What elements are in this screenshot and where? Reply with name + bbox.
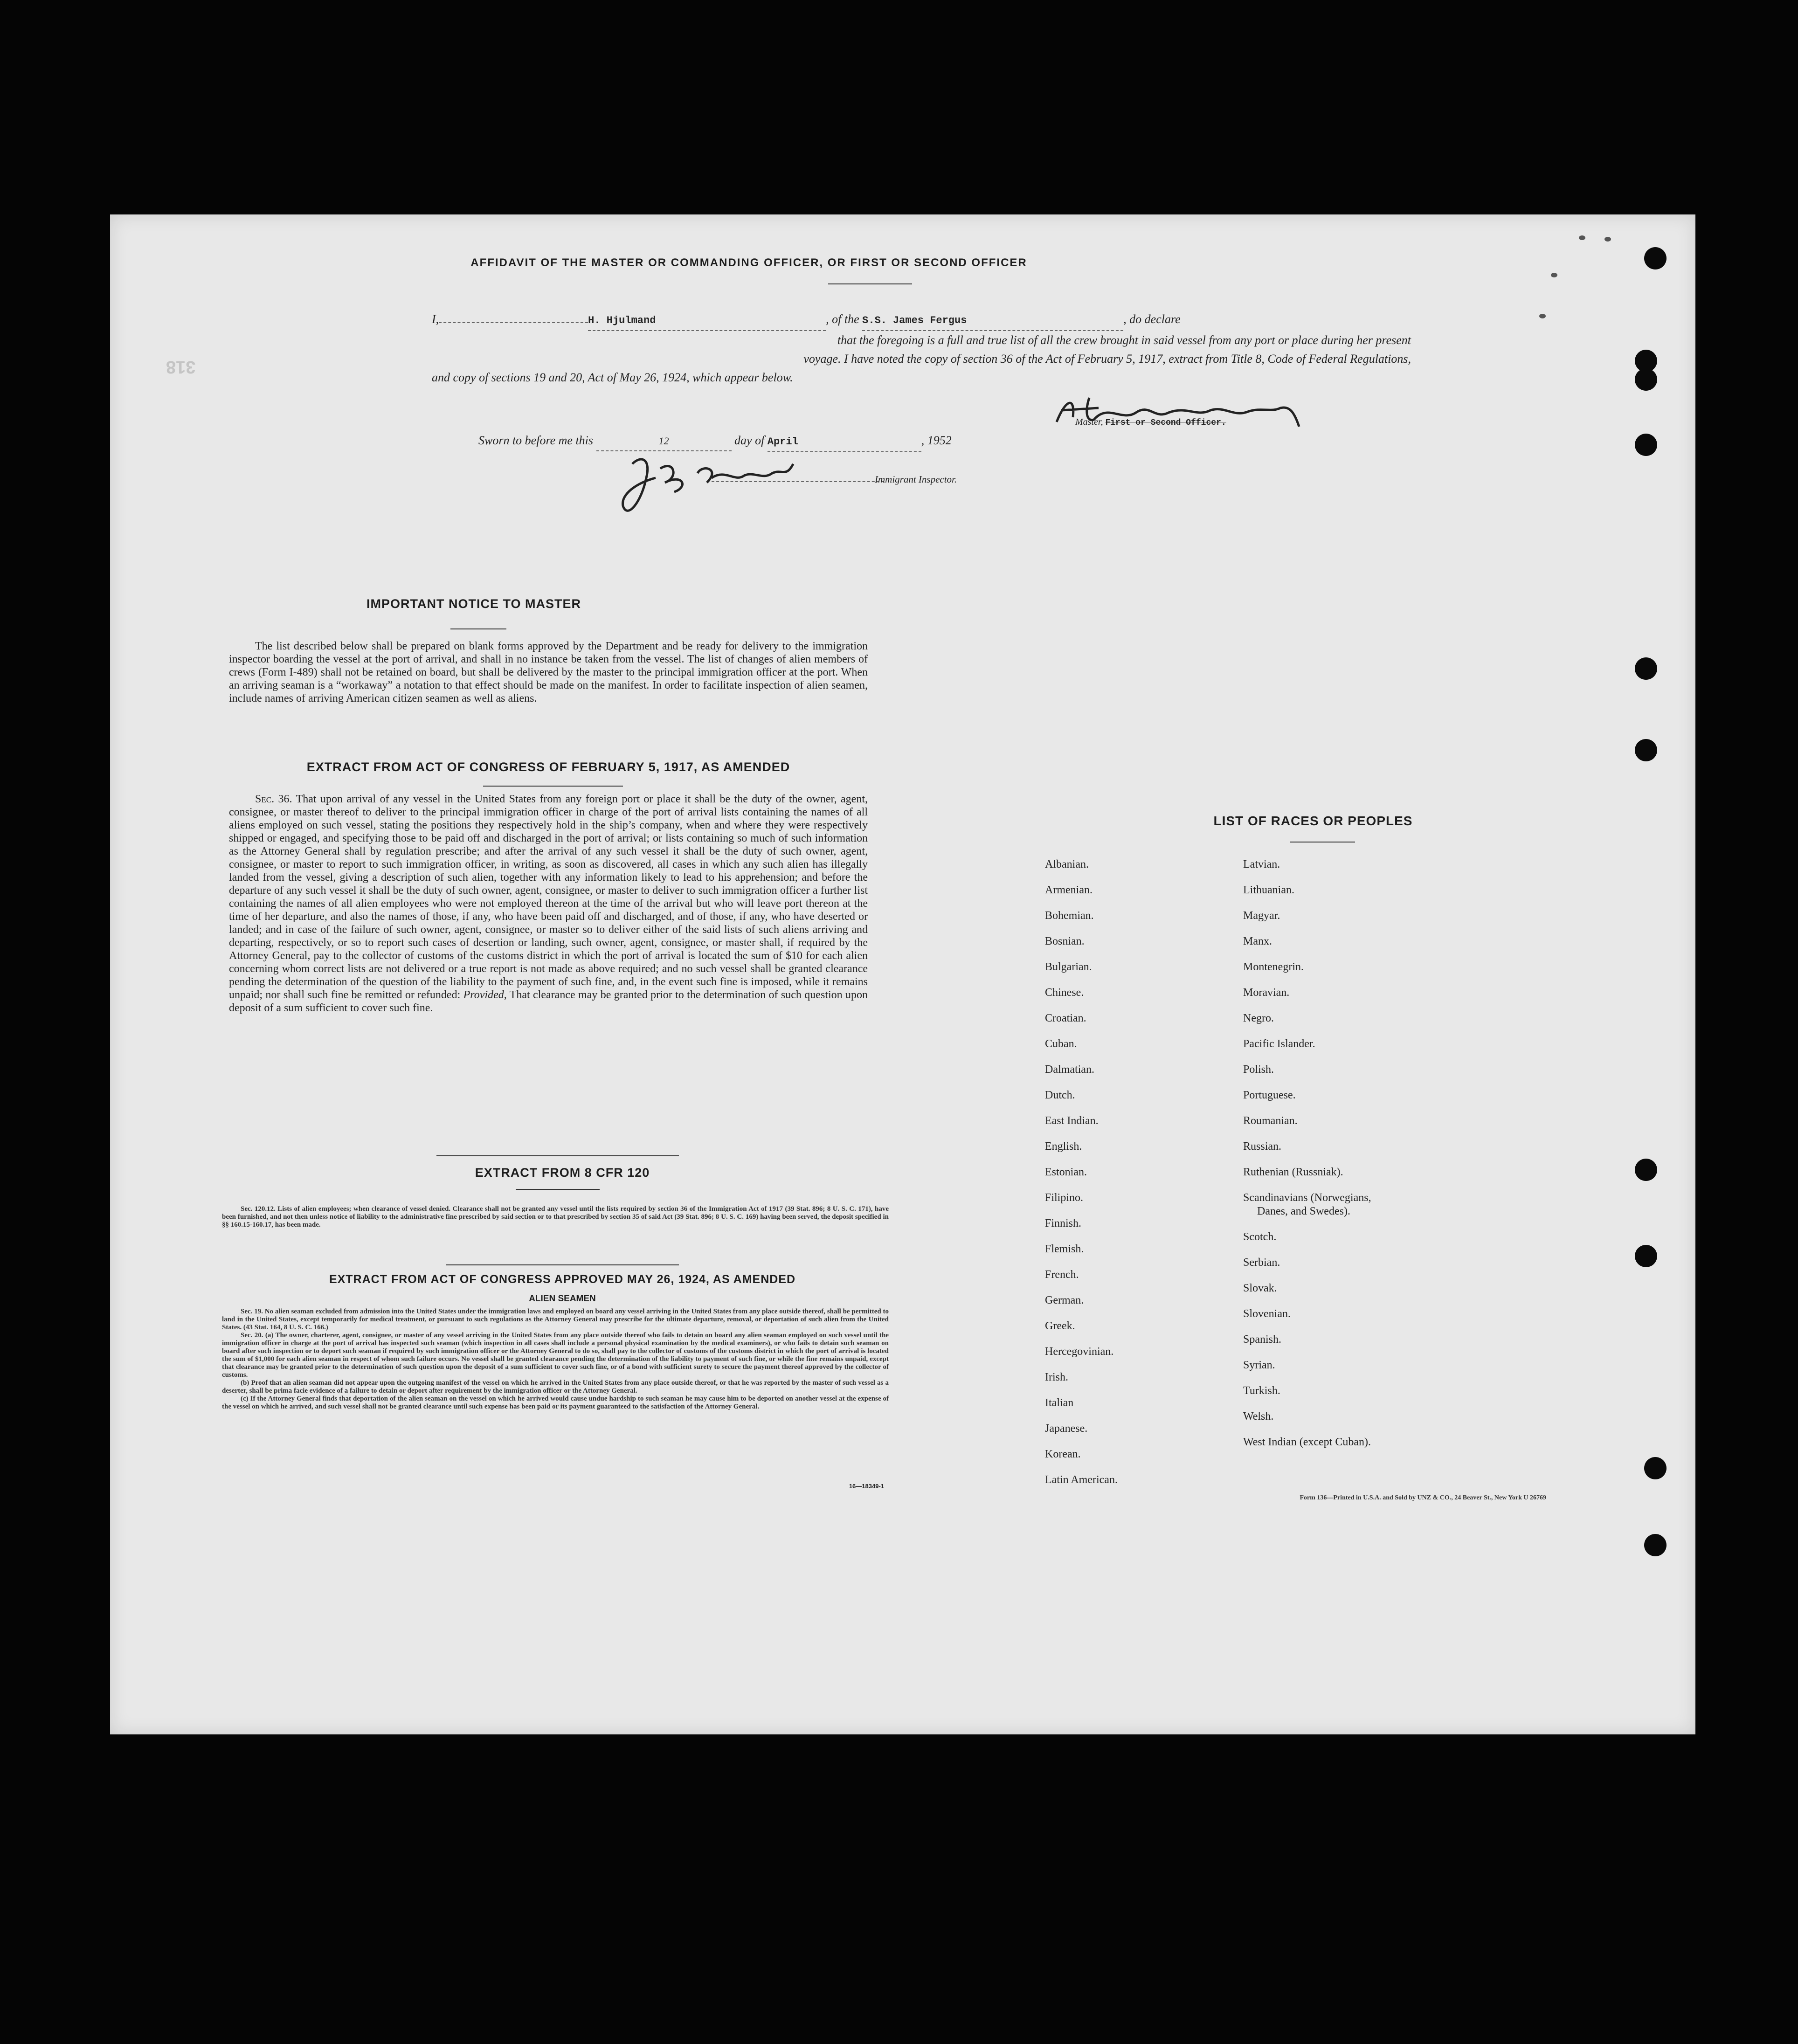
race-list-item: Slovak. <box>1243 1282 1277 1294</box>
declaration-line-1: I, H. Hjulmand , of the S.S. James Fergus , do declare <box>432 310 1411 331</box>
race-list-item: Danes, and Swedes). <box>1257 1205 1350 1217</box>
punch-hole <box>1644 247 1667 269</box>
race-list-item: Japanese. <box>1045 1423 1088 1435</box>
race-list-item: Croatian. <box>1045 1012 1086 1024</box>
race-list-item: German. <box>1045 1294 1084 1306</box>
race-list-item: Roumanian. <box>1243 1115 1298 1127</box>
divider <box>828 283 912 284</box>
race-list-item: Scandinavians (Norwegians, <box>1243 1192 1371 1204</box>
divider <box>446 1264 679 1265</box>
race-list-item: Filipino. <box>1045 1192 1084 1204</box>
sworn-day-field: 12 <box>658 435 669 447</box>
race-list-item: English. <box>1045 1140 1082 1153</box>
sec-20a: Sec. 20. (a) The owner, charterer, agent, consignee, or master of any vessel arriving in the United States from any place outside thereof who fails to detain on board any alien seaman employed on such vessel until the immigration officer in charge at the port of arrival has inspected such seaman (which inspection in all cases shall include a personal physical examination by the medical examiners), or who fails to detain such seaman on board after such inspection or to deport such seaman if required by such immigration officer or the Attorney General to do so, shall pay to the collector of customs of the customs district in which the port of arrival is located the sum of $1,000 for each alien seaman in respect of whom such failure occurs. No vessel shall be granted clearance pending the determination of the liability to payment of such fine, or while the fine remains unpaid, except that clearance may be granted prior to the determination of such question upon the deposit of a sum sufficient to cover such fine, or of a bond with sufficient surety to secure the payment thereof approved by the collector of customs. <box>222 1332 889 1379</box>
race-list-item: Greek. <box>1045 1320 1075 1332</box>
vessel-name-field: James Fergus <box>892 315 967 326</box>
races-right-column <box>1243 858 1476 1461</box>
declaration-line-2: that the foregoing is a full and true list of all the crew brought in said vessel from any port or place during her present <box>837 333 1411 347</box>
race-list-item: Latin American. <box>1045 1474 1118 1486</box>
race-list-item: West Indian (except Cuban). <box>1243 1436 1371 1448</box>
race-list-item: Slovenian. <box>1243 1308 1291 1320</box>
races-title: LIST OF RACES OR PEOPLES <box>1213 814 1413 828</box>
notice-body: The list described below shall be prepared on blank forms approved by the Department and be ready for delivery to the immigration inspector boarding the vessel at the port of arrival, and shall in no instance be taken from the vessel. The list of changes of alien members of crews (Form I-489) shall not be retained on board, but shall be delivered by the master to the principal immigration officer at the port. When an arriving seaman is a “workaway” a notation to that effect should be made on the manifest. In order to facilitate inspection of alien seamen, include names of arriving American citizen seamen as well as aliens. <box>229 640 868 704</box>
races-left-column <box>1045 858 1231 1499</box>
inspector-line <box>712 481 884 482</box>
faint-stamp-number: 318 <box>166 357 196 377</box>
form-code: 16—18349-1 <box>849 1483 884 1490</box>
race-list-item: East Indian. <box>1045 1115 1099 1127</box>
divider <box>483 786 623 787</box>
race-list-item: Bosnian. <box>1045 935 1085 947</box>
inspector-signature <box>609 450 809 525</box>
punch-hole <box>1644 1534 1667 1556</box>
extract-1917-title: EXTRACT FROM ACT OF CONGRESS OF FEBRUARY 5, 1917, AS AMENDED <box>306 760 790 774</box>
race-list-item: Pacific Islander. <box>1243 1038 1315 1050</box>
race-list-item: Korean. <box>1045 1448 1081 1460</box>
extract-1924-body <box>222 1308 889 1411</box>
race-list-item: Dutch. <box>1045 1089 1075 1101</box>
race-list-item: Portuguese. <box>1243 1089 1296 1101</box>
punch-hole <box>1635 434 1657 456</box>
punch-hole <box>1635 1159 1657 1181</box>
race-list-item: Irish. <box>1045 1371 1068 1383</box>
race-list-item: Moravian. <box>1243 987 1290 999</box>
divider <box>450 628 506 629</box>
race-list-item: French. <box>1045 1269 1079 1281</box>
race-list-item: Russian. <box>1243 1140 1282 1153</box>
punch-hole <box>1635 739 1657 761</box>
declaration-line-4: and copy of sections 19 and 20, Act of May 26, 1924, which appear below. <box>432 371 793 384</box>
race-list-item: Chinese. <box>1045 987 1084 999</box>
race-list-item: Turkish. <box>1243 1385 1280 1397</box>
divider <box>436 1155 679 1156</box>
race-list-item: Dalmatian. <box>1045 1063 1094 1076</box>
race-list-item: Italian <box>1045 1397 1074 1409</box>
race-list-item: Armenian. <box>1045 884 1093 896</box>
race-list-item: Polish. <box>1243 1063 1274 1076</box>
punch-hole <box>1644 1457 1667 1479</box>
ink-spot <box>1604 237 1611 242</box>
race-list-item: Hercegovinian. <box>1045 1346 1114 1358</box>
race-list-item: Flemish. <box>1045 1243 1084 1255</box>
race-list-item: Montenegrin. <box>1243 961 1304 973</box>
race-list-item: Lithuanian. <box>1243 884 1294 896</box>
race-list-item: Manx. <box>1243 935 1272 947</box>
race-list-item: Estonian. <box>1045 1166 1087 1178</box>
document-page <box>110 214 1695 1734</box>
race-list-item: Bulgarian. <box>1045 961 1092 973</box>
sworn-year-field: 52 <box>939 434 952 447</box>
race-list-item: Magyar. <box>1243 910 1280 922</box>
race-list-item: Cuban. <box>1045 1038 1077 1050</box>
punch-hole <box>1635 368 1657 391</box>
race-list-item: Welsh. <box>1243 1410 1274 1423</box>
extract-1924-subtitle: ALIEN SEAMEN <box>529 1294 596 1304</box>
race-list-item: Finnish. <box>1045 1217 1082 1229</box>
printer-footer: Form 136—Printed in U.S.A. and Sold by UNZ & CO., 24 Beaver St., New York U 26769 <box>1300 1494 1546 1501</box>
ink-spot <box>1579 235 1585 240</box>
vessel-prefix: S.S. <box>862 315 887 326</box>
race-list-item: Albanian. <box>1045 858 1089 870</box>
sworn-month-field: April <box>767 436 798 448</box>
cfr-title: EXTRACT FROM 8 CFR 120 <box>475 1166 650 1180</box>
ink-spot <box>1539 314 1546 318</box>
race-list-item: Scotch. <box>1243 1231 1277 1243</box>
ink-spot <box>1551 273 1557 277</box>
punch-hole <box>1635 657 1657 680</box>
punch-hole <box>1635 1245 1657 1267</box>
declaration-line-3: voyage. I have noted the copy of section 36 of the Act of February 5, 1917, extract from Title 8, Code of Federal Regulations, <box>803 352 1411 366</box>
struck-officer-text: First or Second Officer. <box>1105 418 1226 428</box>
race-list-item: Serbian. <box>1243 1257 1280 1269</box>
notice-title: IMPORTANT NOTICE TO MASTER <box>367 597 581 611</box>
sec-19: Sec. 19. No alien seaman excluded from admission into the United States under the immigration laws and employed on board any vessel arriving in the United States from any place outside thereof, shall be permitted to land in the United States, except temporarily for medical treatment, or pursuant to such regulations as the Attorney General may prescribe for the ultimate departure, removal, or deportation of such alien from the United States. (43 Stat. 164, 8 U. S. C. 166.) <box>222 1308 889 1331</box>
sworn-line: Sworn to before me this 12 day of April , 1952 <box>478 431 952 452</box>
extract-1924-title: EXTRACT FROM ACT OF CONGRESS APPROVED MAY 26, 1924, AS AMENDED <box>329 1273 796 1286</box>
race-list-item: Ruthenian (Russniak). <box>1243 1166 1343 1178</box>
extract-1917-body: Sec. 36. That upon arrival of any vessel in the United States from any foreign port or place it shall be the duty of the owner, agent, consignee, or master thereof to deliver to the principal immigration officer in charge of the port of arrival lists containing the names of all aliens employed on such vessel, stating the positions they respectively hold in the ship’s company, when and where they were respectively shipped or engaged, and specifying those to be paid off and discharged in the port of arrival; or lists containing so much of such information as the Attorney General shall by regulation prescribe; and after the arrival of any such vessel it shall be the duty of such owner, agent, consignee, or master to report to such immigration officer, in writing, as soon as discovered, all cases in which any such alien has illegally landed from the vessel, giving a description of such alien, together with any information likely to lead to his apprehension; and before the departure of any such vessel it shall be the duty of such owner, agent, consignee, or master to deliver to such immigration officer a further list containing the names of all alien employees who were not employed thereon at the time of the arrival but who will leave port thereon at the time of her departure, and also the names of those, if any, who have been paid off and discharged, and of those, if any, who have deserted or landed; and in case of the failure of such owner, agent, consignee, or master so to deliver either of the said lists of such aliens arriving and departing, respectively, or so to report such cases of desertion or landing, such owner, agent, consignee, or master shall, if required by the Attorney General, pay to the collector of customs of the customs district in which the port of arrival is located the sum of $10 for each alien concerning whom correct lists are not delivered or a true report is not made as above required; and no such vessel shall be granted clearance pending the determination of the question of the liability to the payment of such fine, and, in the event such fine is imposed, while it remains unpaid; nor shall such fine be remitted or refunded: Provided, That clearance may be granted prior to the determination of such question upon deposit of a sum sufficient to cover such fine. <box>229 793 868 1014</box>
sec-20c: (c) If the Attorney General finds that deportation of the alien seaman on the vessel on which he arrived would cause undue hardship to such seaman he may cause him to be deported on another vessel at the expense of the vessel on which he arrived, and such vessel shall not be granted clearance until such expense has been paid or its payment guaranteed to the satisfaction of the Attorney General. <box>222 1395 889 1410</box>
master-caption: Master, First or Second Officer. <box>1075 417 1226 428</box>
race-list-item: Negro. <box>1243 1012 1274 1024</box>
master-name-field: H. Hjulmand <box>588 311 826 331</box>
affidavit-declaration <box>432 310 1411 387</box>
divider <box>516 1189 600 1190</box>
affidavit-title: AFFIDAVIT OF THE MASTER OR COMMANDING OFFICER, OR FIRST OR SECOND OFFICER <box>470 256 1027 269</box>
race-list-item: Spanish. <box>1243 1333 1282 1346</box>
race-list-item: Syrian. <box>1243 1359 1275 1371</box>
race-list-item: Latvian. <box>1243 858 1280 870</box>
cfr-body: Sec. 120.12. Lists of alien employees; when clearance of vessel denied. Clearance shall not be granted any vessel until the lists required by section 36 of the Immigration Act of 1917 (39 Stat. 896; 8 U. S. C. 171), have been furnished, and not then unless notice of liability to the administrative fine prescribed by said section or to that prescribed by section 35 of said Act (39 Stat. 896; 8 U. S. C. 169) having been served, the deposit specified in §§ 160.15-160.17, has been made. <box>222 1205 889 1229</box>
sec-20b: (b) Proof that an alien seaman did not appear upon the outgoing manifest of the vessel on which he arrived in the United States from any place outside thereof, or that he was reported by the master of such vessel as a deserter, shall be prima facie evidence of a failure to detain or deport after requirement by the immigration officer or the Attorney General. <box>222 1379 889 1395</box>
inspector-caption: Immigrant Inspector. <box>875 474 957 485</box>
race-list-item: Bohemian. <box>1045 910 1094 922</box>
